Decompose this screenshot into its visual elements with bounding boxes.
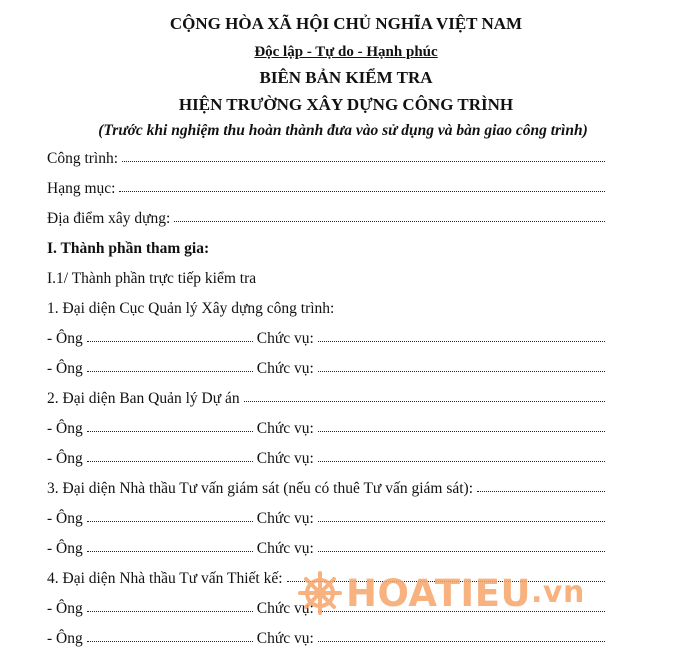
name-fill-line[interactable] [87, 609, 253, 612]
person-label: - Ông [47, 630, 83, 647]
role-label: Chức vụ: [256, 360, 314, 377]
person-row [47, 420, 605, 440]
section-title: I. Thành phần tham gia: [47, 240, 210, 257]
fill-in-line[interactable] [244, 399, 605, 402]
group-heading [47, 480, 605, 500]
group-title: 4. Đại diện Nhà thầu Tư vấn Thiết kế: [47, 570, 283, 587]
person-row [47, 540, 605, 560]
name-fill-line[interactable] [87, 459, 253, 462]
role-label: Chức vụ: [256, 450, 314, 467]
role-label: Chức vụ: [256, 630, 314, 647]
person-row [47, 450, 605, 470]
person-label: - Ông [47, 330, 83, 347]
document-title-line1: BIÊN BẢN KIỂM TRA [259, 68, 433, 87]
subsection-title: I.1/ Thành phần trực tiếp kiểm tra [47, 270, 257, 287]
field-label: Công trình: [47, 150, 119, 167]
role-fill-line[interactable] [318, 459, 605, 462]
subsection-heading [47, 270, 605, 290]
person-row [47, 510, 605, 530]
person-label: - Ông [47, 420, 83, 437]
role-fill-line[interactable] [318, 549, 605, 552]
fill-in-line[interactable] [174, 219, 605, 222]
role-fill-line[interactable] [318, 339, 605, 342]
watermark-tld: .vn [531, 575, 585, 610]
document-subtitle: (Trước khi nghiệm thu hoàn thành đưa vào sử dụng và bàn giao công trình) [98, 122, 588, 139]
role-fill-line[interactable] [318, 429, 605, 432]
field-label: Địa điểm xây dựng: [47, 210, 171, 227]
hoatieu-watermark [298, 568, 585, 618]
person-label: - Ông [47, 450, 83, 467]
fill-in-line[interactable] [119, 189, 605, 192]
group-title: 1. Đại diện Cục Quản lý Xây dựng công trình: [47, 300, 335, 317]
role-fill-line[interactable] [318, 519, 605, 522]
group-title: 3. Đại diện Nhà thầu Tư vấn giám sát (nếu có thuê Tư vấn giám sát): [47, 480, 474, 497]
name-fill-line[interactable] [87, 639, 253, 642]
person-label: - Ông [47, 540, 83, 557]
field-dia-diem [47, 210, 605, 230]
nation-heading: CỘNG HÒA XÃ HỘI CHỦ NGHĨA VIỆT NAM [169, 14, 523, 33]
person-label: - Ông [47, 600, 83, 617]
role-label: Chức vụ: [256, 420, 314, 437]
section-heading [47, 240, 605, 260]
person-label: - Ông [47, 510, 83, 527]
person-label: - Ông [47, 360, 83, 377]
role-label: Chức vụ: [256, 600, 314, 617]
role-fill-line[interactable] [318, 639, 605, 642]
person-row [47, 630, 605, 650]
fill-in-line[interactable] [477, 489, 605, 492]
name-fill-line[interactable] [87, 339, 253, 342]
person-row [47, 360, 605, 380]
name-fill-line[interactable] [87, 369, 253, 372]
group-title: 2. Đại diện Ban Quản lý Dự án [47, 390, 240, 407]
role-fill-line[interactable] [318, 369, 605, 372]
group-heading [47, 300, 605, 320]
ship-wheel-icon [298, 571, 342, 615]
role-label: Chức vụ: [256, 510, 314, 527]
document-title-line2: HIỆN TRƯỜNG XÂY DỰNG CÔNG TRÌNH [178, 95, 514, 114]
role-label: Chức vụ: [256, 540, 314, 557]
group-heading [47, 390, 605, 410]
person-row [47, 330, 605, 350]
motto: Độc lập - Tự do - Hạnh phúc [254, 44, 438, 60]
name-fill-line[interactable] [87, 429, 253, 432]
fill-in-line[interactable] [122, 159, 605, 162]
role-label: Chức vụ: [256, 330, 314, 347]
field-label: Hạng mục: [47, 180, 116, 197]
name-fill-line[interactable] [87, 519, 253, 522]
field-hang-muc [47, 180, 605, 200]
watermark-brand: HOATIEU [346, 571, 532, 615]
name-fill-line[interactable] [87, 549, 253, 552]
field-cong-trinh [47, 150, 605, 170]
